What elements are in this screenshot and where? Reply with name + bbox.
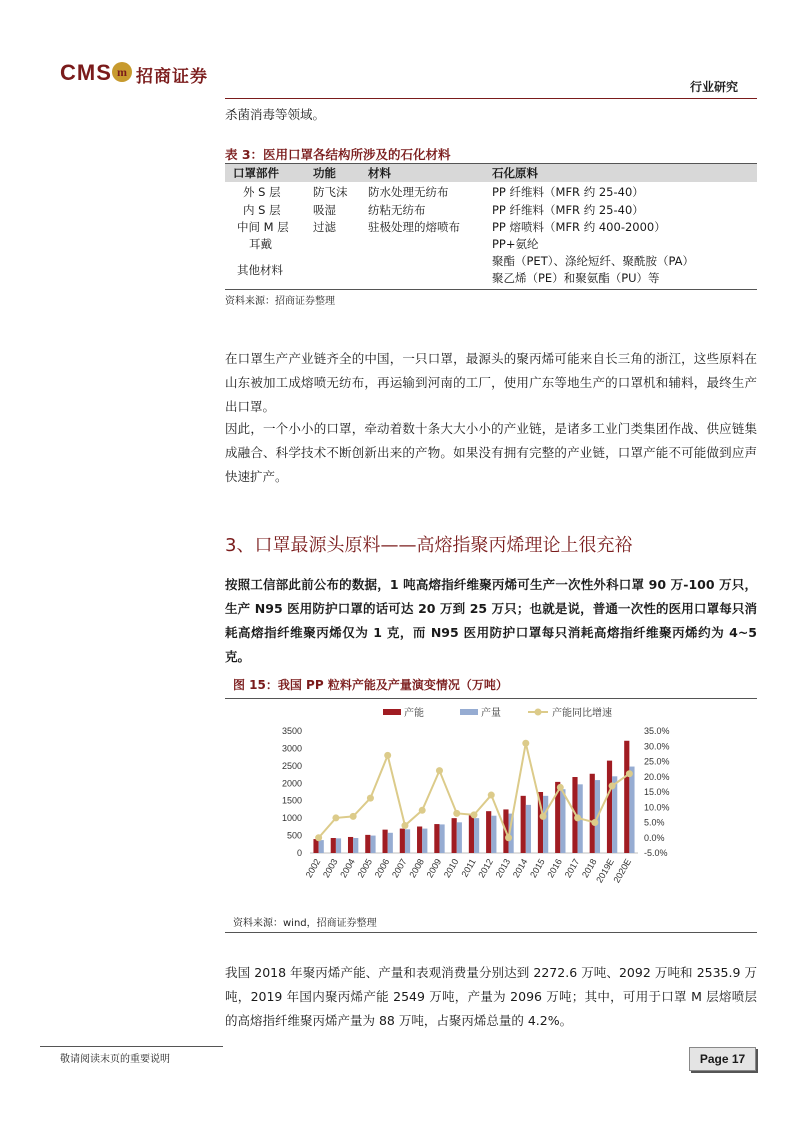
bar-capacity [486, 811, 491, 853]
legend-marker [535, 709, 542, 716]
figure-bottom-rule [225, 932, 757, 933]
x-tick-label: 2004 [338, 857, 357, 880]
x-tick-label: 2011 [459, 857, 478, 879]
bar-capacity [417, 827, 422, 853]
bar-output [422, 829, 427, 853]
x-tick-label: 2019E [594, 857, 616, 885]
table-header-function: 功能 [313, 166, 336, 180]
table-cell: 聚酯（PET）、涤纶短纤、聚酰胺（PA） [492, 254, 695, 268]
header-divider [225, 98, 757, 99]
bar-output [543, 796, 548, 853]
table-cell: 其他材料 [237, 263, 283, 277]
y-right-tick-label: 35.0% [644, 726, 670, 736]
y-left-tick-label: 1000 [281, 813, 302, 824]
section-title: 3、口罩最源头原料——高熔指聚丙烯理论上很充裕 [225, 535, 633, 556]
bar-capacity [383, 830, 388, 853]
table-cell: PP+氨纶 [492, 237, 539, 251]
bar-output [474, 818, 479, 853]
point-growth [488, 792, 495, 799]
point-growth [315, 834, 322, 841]
x-tick-label: 2016 [545, 857, 565, 880]
report-type-label: 行业研究 [690, 80, 739, 94]
bar-output [629, 767, 634, 853]
legend-swatch [460, 709, 478, 715]
point-growth [332, 814, 339, 821]
bar-output [388, 833, 393, 853]
bar-capacity [521, 796, 526, 853]
table-cell: 防飞沫 [313, 185, 348, 199]
bar-capacity [590, 774, 595, 853]
y-right-tick-label: 10.0% [644, 802, 670, 813]
footer-disclaimer: 敬请阅读末页的重要说明 [60, 1054, 170, 1065]
x-tick-label: 2020E [611, 857, 634, 885]
x-tick-label: 2015 [528, 857, 547, 880]
y-left-tick-label: 1500 [281, 795, 302, 806]
point-growth [609, 782, 616, 789]
table-cell: 防水处理无纺布 [368, 185, 449, 199]
y-right-tick-label: -5.0% [644, 848, 668, 858]
x-tick-label: 2013 [493, 857, 513, 880]
figure-top-rule [225, 698, 757, 699]
table-source: 资料来源：招商证券整理 [225, 296, 335, 307]
table-cell: 纺粘无纺布 [368, 203, 426, 217]
table-top-rule [225, 163, 757, 164]
table-cell: 过滤 [313, 220, 336, 234]
x-tick-label: 2009 [424, 857, 444, 880]
paragraph-top: 杀菌消毒等领域。 [225, 107, 326, 122]
y-left-tick-label: 3000 [281, 743, 302, 754]
bar-capacity [452, 818, 457, 853]
figure-source: 资料来源：wind，招商证券整理 [233, 918, 377, 929]
y-right-tick-label: 25.0% [644, 756, 670, 767]
point-growth [419, 807, 426, 814]
bar-capacity [365, 835, 370, 853]
table-cell: 聚乙烯（PE）和聚氨酯（PU）等 [492, 271, 660, 285]
bar-output [457, 822, 462, 853]
point-growth [591, 819, 598, 826]
point-growth [367, 795, 374, 802]
point-growth [574, 814, 581, 821]
bar-output [439, 824, 444, 853]
bar-capacity [469, 815, 474, 853]
table-cell: 中间 M 层 [237, 220, 289, 234]
point-growth [540, 813, 547, 820]
figure-title: 图 15：我国 PP 粒料产能及产量演变情况（万吨） [233, 678, 508, 692]
y-right-tick-label: 5.0% [644, 817, 665, 828]
point-growth [557, 784, 564, 791]
bar-capacity [348, 837, 353, 853]
bar-output [370, 836, 375, 853]
paragraph-1: 在口罩生产产业链齐全的中国，一只口罩，最源头的聚丙烯可能来自长三角的浙江，这些原料在山东被加工成熔喷无纺布，再运输到河南的工厂，使用广东等地生产的口罩机和辅料，最终生产出口罩。 [225, 351, 757, 414]
y-left-tick-label: 500 [286, 830, 302, 841]
point-growth [505, 834, 512, 841]
paragraph-bold: 按照工信部此前公布的数据，1 吨高熔指纤维聚丙烯可生产一次性外科口罩 90 万-100 万只，生产 N95 医用防护口罩的话可达 20 万到 25 万只；也就是说，普通一次性的医用口罩每只消耗高熔指纤维聚丙烯仅为 1 克，而 N95 医用防护口罩每只消耗高熔指纤维聚丙烯约为 4~5 克。 [225, 577, 757, 664]
table-cell: 吸湿 [313, 203, 336, 217]
bar-capacity [331, 838, 336, 853]
x-tick-label: 2006 [372, 857, 392, 880]
table-header-band [225, 163, 757, 182]
bar-output [560, 789, 565, 853]
y-right-tick-label: 15.0% [644, 787, 670, 797]
y-left-tick-label: 0 [296, 848, 302, 858]
paragraph-3: 我国 2018 年聚丙烯产能、产量和表观消费量分别达到 2272.6 万吨、2092 万吨和 2535.9 万吨，2019 年国内聚丙烯产能 2549 万吨，产量为 2096 万吨；其中，可用于口罩 M 层熔喷层的高熔指纤维聚丙烯产量为 88 万吨，占聚丙烯总量的 4.2%。 [225, 965, 757, 1028]
bar-capacity [400, 829, 405, 853]
x-tick-label: 2017 [562, 857, 582, 880]
footer-divider [40, 1046, 223, 1047]
bar-output [353, 838, 358, 853]
bar-output [336, 838, 341, 853]
point-growth [471, 811, 478, 818]
table-cell: PP 熔喷料（MFR 约 400-2000） [492, 220, 666, 234]
x-tick-label: 2012 [476, 857, 495, 880]
table-cell: 耳戴 [249, 237, 272, 251]
logo-text: CMS [60, 60, 112, 85]
x-tick-label: 2003 [320, 857, 340, 880]
point-growth [350, 813, 357, 820]
table-cell: PP 纤维料（MFR 约 25-40） [492, 203, 644, 217]
point-growth [436, 767, 443, 774]
y-left-tick-label: 2500 [281, 760, 302, 771]
table-header-raw: 石化原料 [492, 166, 538, 180]
table-title: 表 3：医用口罩各结构所涉及的石化材料 [225, 147, 451, 162]
y-right-tick-label: 0.0% [644, 832, 665, 843]
x-tick-label: 2014 [510, 857, 530, 880]
x-tick-label: 2007 [390, 857, 409, 880]
table-cell: PP 纤维料（MFR 约 25-40） [492, 185, 644, 199]
y-left-tick-label: 2000 [281, 778, 302, 789]
logo-mark-icon: m [112, 62, 132, 82]
page-number: Page 17 [689, 1047, 756, 1071]
table-cell: 外 S 层 [243, 185, 281, 199]
point-growth [626, 770, 633, 777]
y-right-tick-label: 30.0% [644, 741, 670, 752]
point-growth [401, 822, 408, 829]
y-left-tick-label: 3500 [281, 726, 302, 736]
bar-capacity [434, 824, 439, 853]
x-tick-label: 2018 [579, 857, 599, 880]
legend-swatch [383, 709, 401, 715]
point-growth [522, 740, 529, 747]
bar-capacity [607, 761, 612, 853]
pp-capacity-chart [228, 700, 678, 910]
table-cell: 内 S 层 [243, 203, 281, 217]
legend-label: 产量 [481, 708, 501, 719]
table-bottom-rule [225, 289, 757, 290]
table-header-part: 口罩部件 [233, 166, 279, 180]
x-tick-label: 2005 [355, 857, 375, 880]
bar-output [319, 840, 324, 853]
table-header-material: 材料 [368, 166, 391, 180]
point-growth [453, 810, 460, 817]
x-tick-label: 2002 [303, 857, 323, 880]
legend-label: 产能 [404, 708, 424, 719]
bar-output [526, 805, 531, 853]
y-right-tick-label: 20.0% [644, 771, 670, 782]
table-cell: 驻极处理的熔喷布 [368, 220, 460, 234]
point-growth [384, 752, 391, 759]
logo-chinese-name: 招商证券 [136, 67, 208, 87]
bar-output [491, 816, 496, 853]
x-tick-label: 2010 [441, 857, 461, 880]
bar-capacity [624, 741, 629, 853]
paragraph-2: 因此，一个小小的口罩，牵动着数十条大大小小的产业链，是诸多工业门类集团作战、供应链集成融合、科学技术不断创新出来的产物。如果没有拥有完整的产业链，口罩产能不可能做到应声快速扩产。 [225, 421, 757, 484]
x-tick-label: 2008 [407, 857, 426, 880]
legend-label: 产能同比增速 [552, 708, 612, 719]
bar-output [405, 829, 410, 853]
